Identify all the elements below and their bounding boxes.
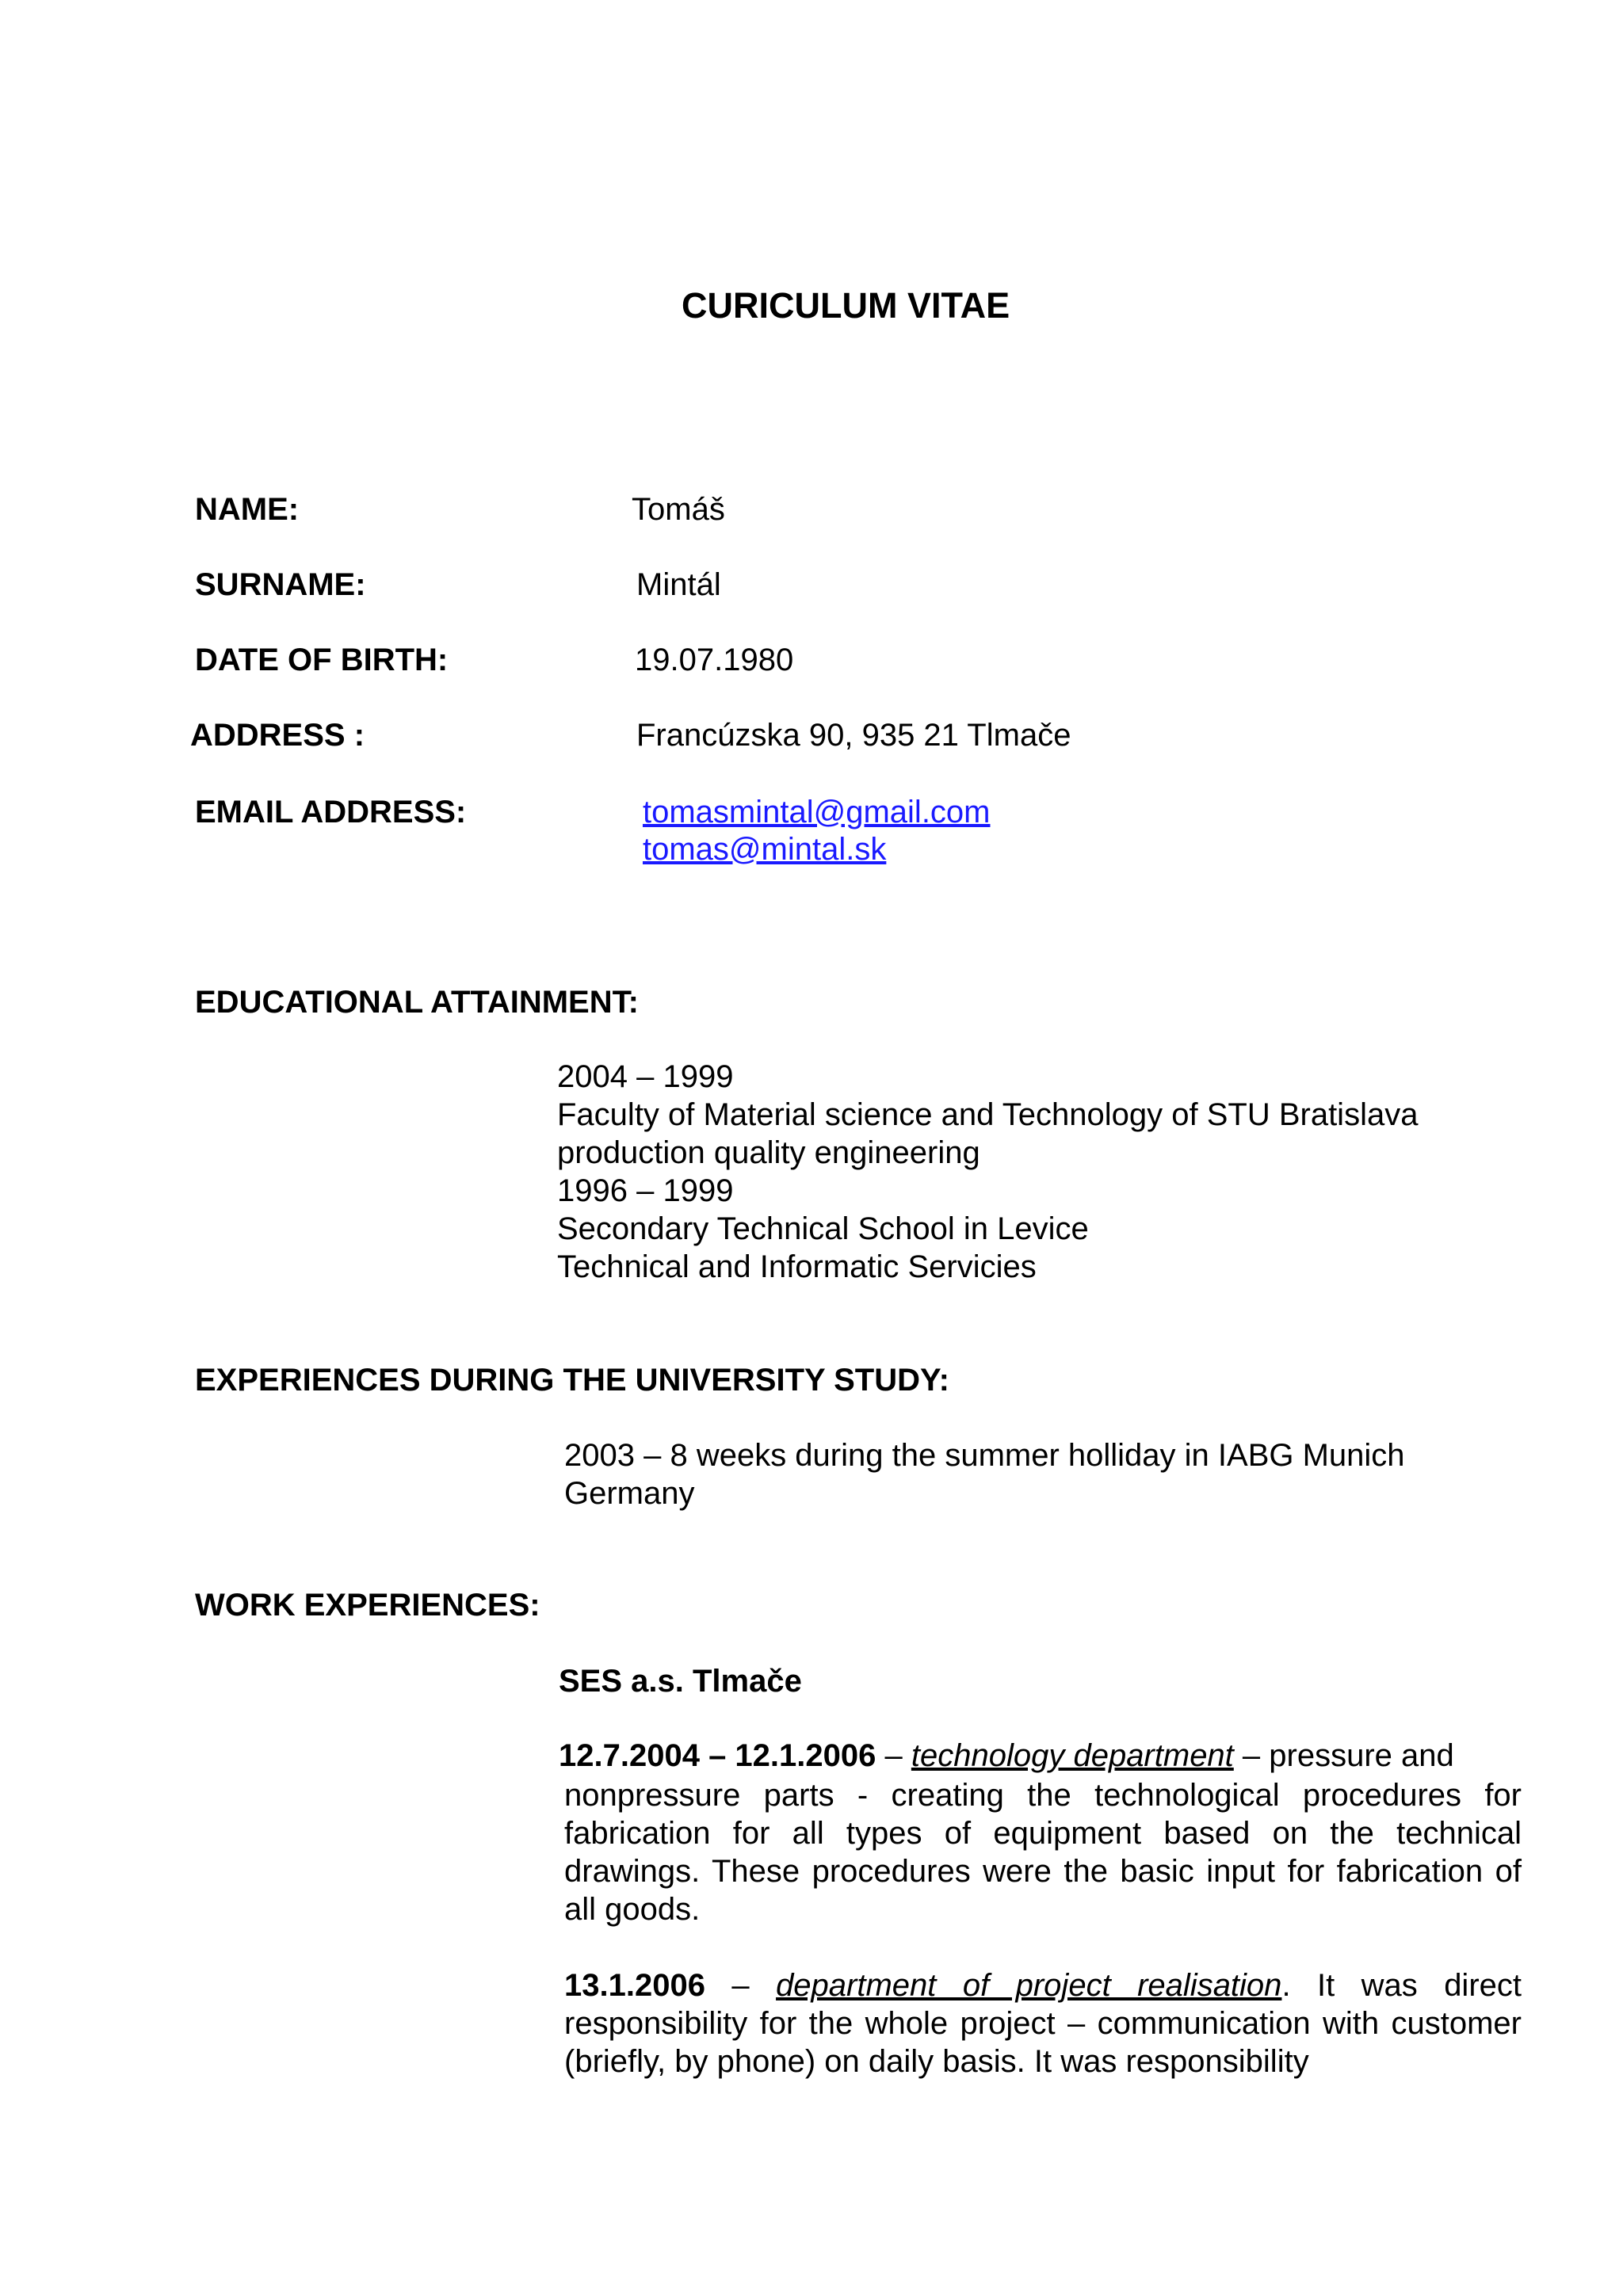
education-line: 2004 – 1999 [557, 1059, 734, 1094]
education-line: Technical and Informatic Servicies [557, 1249, 1037, 1284]
job1-dash: – [876, 1738, 911, 1773]
job1-line1-rest: – pressure and [1233, 1738, 1454, 1773]
job1-dates: 12.7.2004 – 12.1.2006 [559, 1738, 876, 1773]
dob-value: 19.07.1980 [635, 643, 794, 677]
name-label: NAME: [195, 492, 300, 527]
email-link-gmail[interactable]: tomasmintal@gmail.com [643, 795, 991, 830]
education-line: production quality engineering [557, 1135, 980, 1170]
job2-dash: – [705, 1968, 777, 2003]
name-value: Tomáš [632, 492, 725, 527]
job2-description [564, 1966, 1522, 2081]
company-name: SES a.s. Tlmače [559, 1664, 802, 1699]
page-title: CURICULUM VITAE [682, 285, 1010, 326]
email-link-mintal[interactable]: tomas@mintal.sk [643, 832, 887, 867]
job2-date: 13.1.2006 [564, 1968, 705, 2003]
university-heading: EXPERIENCES DURING THE UNIVERSITY STUDY: [195, 1363, 949, 1398]
university-line: Germany [564, 1476, 695, 1511]
job1-description: nonpressure parts - creating the technological procedures for fabrication for all types of equipment based on the technical drawings. These procedures were the basic input for fabrication of all goods. [564, 1778, 1522, 1927]
job1-first-line [559, 1738, 1454, 1774]
university-list [564, 1436, 1405, 1512]
surname-value: Mintál [636, 567, 721, 602]
work-heading: WORK EXPERIENCES: [195, 1588, 540, 1623]
job1-department: technology department [911, 1738, 1234, 1773]
dob-label: DATE OF BIRTH: [195, 643, 449, 677]
education-line: Faculty of Material science and Technology of STU Bratislava [557, 1097, 1419, 1132]
address-label: ADDRESS : [190, 718, 365, 753]
address-value: Francúzska 90, 935 21 Tlmače [636, 718, 1071, 753]
education-list [557, 1058, 1418, 1286]
job2-body: . It was direct responsibility for the whole project – communication with customer (briefly, by phone) on daily basis. It was responsibility [564, 1968, 1522, 2079]
university-line: 2003 – 8 weeks during the summer holliday in IABG Munich [564, 1438, 1405, 1473]
education-line: Secondary Technical School in Levice [557, 1211, 1089, 1246]
email-label: EMAIL ADDRESS: [195, 795, 467, 830]
education-line: 1996 – 1999 [557, 1173, 734, 1208]
education-heading: EDUCATIONAL ATTAINMENT: [195, 985, 639, 1020]
surname-label: SURNAME: [195, 567, 366, 602]
job2-department: department of project realisation [776, 1968, 1282, 2003]
